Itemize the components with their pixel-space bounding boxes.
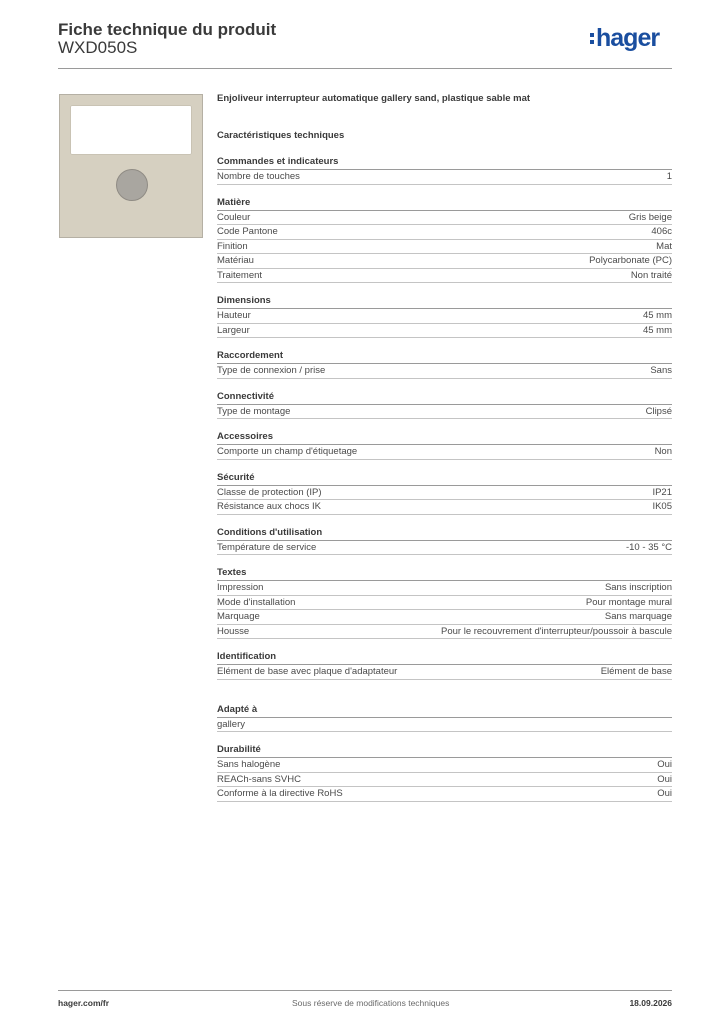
spec-row bbox=[217, 596, 672, 611]
spec-row bbox=[217, 445, 672, 460]
product-image-window bbox=[70, 105, 192, 155]
spec-label: Finition bbox=[217, 240, 248, 252]
section-title: Adapté à bbox=[217, 704, 672, 718]
spec-row bbox=[217, 486, 672, 501]
characteristics-heading: Caractéristiques techniques bbox=[217, 130, 345, 141]
spec-value: Non traité bbox=[630, 269, 672, 281]
spec-row bbox=[217, 718, 672, 733]
spec-label: Marquage bbox=[217, 611, 260, 622]
footer-website: hager.com/fr bbox=[58, 998, 110, 1008]
spec-section bbox=[217, 350, 672, 379]
spec-label: Traitement bbox=[217, 269, 263, 281]
logo-text: hager bbox=[596, 24, 660, 52]
spec-value: Oui bbox=[657, 773, 672, 785]
spec-value: Sans bbox=[650, 365, 672, 376]
spec-value: Sans inscription bbox=[604, 582, 672, 593]
spec-row bbox=[217, 610, 672, 625]
section-title: Identification bbox=[217, 651, 672, 665]
spec-row bbox=[217, 581, 672, 596]
spec-sections bbox=[217, 156, 672, 802]
spec-label: Hauteur bbox=[217, 310, 251, 321]
product-code: WXD050S bbox=[58, 38, 138, 57]
spec-section bbox=[217, 391, 672, 420]
spec-label: Impression bbox=[217, 582, 264, 593]
spec-label: Matériau bbox=[217, 255, 254, 266]
spec-label: Elément de base avec plaque d'adaptateur bbox=[217, 666, 398, 677]
section-title: Textes bbox=[217, 567, 672, 581]
product-image-button bbox=[116, 169, 148, 201]
spec-label: Nombre de touches bbox=[217, 171, 300, 182]
section-title: Conditions d'utilisation bbox=[217, 527, 672, 541]
spec-row bbox=[217, 269, 672, 284]
spec-row bbox=[217, 240, 672, 255]
brand-logo bbox=[590, 26, 659, 51]
spec-row bbox=[217, 170, 672, 185]
spec-label: Sans halogène bbox=[217, 759, 281, 770]
spec-section bbox=[217, 156, 672, 185]
spec-section bbox=[217, 527, 672, 556]
spec-label: Conforme à la directive RoHS bbox=[217, 788, 343, 799]
spec-label: Housse bbox=[217, 625, 250, 637]
spec-value: 1 bbox=[666, 171, 672, 182]
spec-label: Comporte un champ d'étiquetage bbox=[217, 446, 358, 457]
section-title: Commandes et indicateurs bbox=[217, 156, 672, 170]
footer-notice: Sous réserve de modifications techniques bbox=[292, 998, 450, 1008]
spec-value: Clipsé bbox=[645, 405, 672, 417]
footer-date: 18.09.2026 bbox=[629, 998, 672, 1008]
spec-label: Température de service bbox=[217, 541, 317, 553]
section-title: Durabilité bbox=[217, 744, 672, 758]
spec-row bbox=[217, 773, 672, 788]
spec-value: Elément de base bbox=[600, 666, 672, 677]
product-description: Enjoliveur interrupteur automatique gallery sand, plastique sable mat bbox=[217, 93, 531, 104]
spec-row bbox=[217, 254, 672, 269]
spec-label: gallery bbox=[217, 718, 245, 730]
section-title: Connectivité bbox=[217, 391, 672, 405]
spec-value: -10 - 35 °C bbox=[625, 541, 672, 553]
spec-label: Type de montage bbox=[217, 405, 291, 417]
section-title: Raccordement bbox=[217, 350, 672, 364]
section-title: Dimensions bbox=[217, 295, 672, 309]
product-image bbox=[59, 94, 203, 238]
spec-row bbox=[217, 787, 672, 802]
spec-label: Code Pantone bbox=[217, 226, 278, 237]
spec-value: IP21 bbox=[652, 486, 672, 498]
spec-label: Résistance aux chocs IK bbox=[217, 501, 322, 512]
section-title: Accessoires bbox=[217, 431, 672, 445]
spec-row bbox=[217, 541, 672, 556]
spec-value: Sans marquage bbox=[604, 611, 672, 622]
spec-value: 45 mm bbox=[642, 310, 672, 321]
spec-row bbox=[217, 225, 672, 240]
spec-row bbox=[217, 758, 672, 773]
spec-row bbox=[217, 364, 672, 379]
spec-section bbox=[217, 472, 672, 515]
spec-value: Mat bbox=[656, 240, 672, 252]
spec-row bbox=[217, 625, 672, 640]
spec-value: Pour montage mural bbox=[585, 596, 672, 608]
spec-section bbox=[217, 197, 672, 284]
spec-value: IK05 bbox=[652, 501, 672, 512]
spec-value: Polycarbonate (PC) bbox=[589, 255, 672, 266]
spec-row bbox=[217, 405, 672, 420]
section-title: Matière bbox=[217, 197, 672, 211]
spec-row bbox=[217, 324, 672, 339]
spec-row bbox=[217, 665, 672, 680]
spec-section bbox=[217, 704, 672, 733]
spec-section bbox=[217, 295, 672, 338]
spec-section bbox=[217, 567, 672, 639]
spec-section bbox=[217, 431, 672, 460]
spec-value: 45 mm bbox=[642, 324, 672, 336]
spec-label: Type de connexion / prise bbox=[217, 365, 326, 376]
spec-content bbox=[217, 93, 672, 802]
spec-row bbox=[217, 309, 672, 324]
spec-value: Oui bbox=[657, 788, 672, 799]
section-title: Sécurité bbox=[217, 472, 672, 486]
spec-section bbox=[217, 744, 672, 802]
spec-label: Classe de protection (IP) bbox=[217, 486, 322, 498]
spec-value: Non bbox=[654, 446, 672, 457]
spec-value: Pour le recouvrement d'interrupteur/poussoir à bascule bbox=[441, 625, 672, 637]
spec-section bbox=[217, 651, 672, 680]
spec-label: Mode d'installation bbox=[217, 596, 296, 608]
spec-value: Gris beige bbox=[628, 211, 672, 223]
spec-value: Oui bbox=[657, 759, 672, 770]
spec-label: Couleur bbox=[217, 211, 251, 223]
logo-dots-icon bbox=[590, 33, 594, 44]
spec-label: REACh-sans SVHC bbox=[217, 773, 301, 785]
footer-divider bbox=[58, 990, 672, 991]
header-divider bbox=[58, 68, 672, 69]
spec-label: Largeur bbox=[217, 324, 250, 336]
spec-row bbox=[217, 211, 672, 226]
spec-row bbox=[217, 500, 672, 515]
page-title: Fiche technique du produit bbox=[58, 20, 277, 39]
spec-value: 406c bbox=[651, 226, 672, 237]
